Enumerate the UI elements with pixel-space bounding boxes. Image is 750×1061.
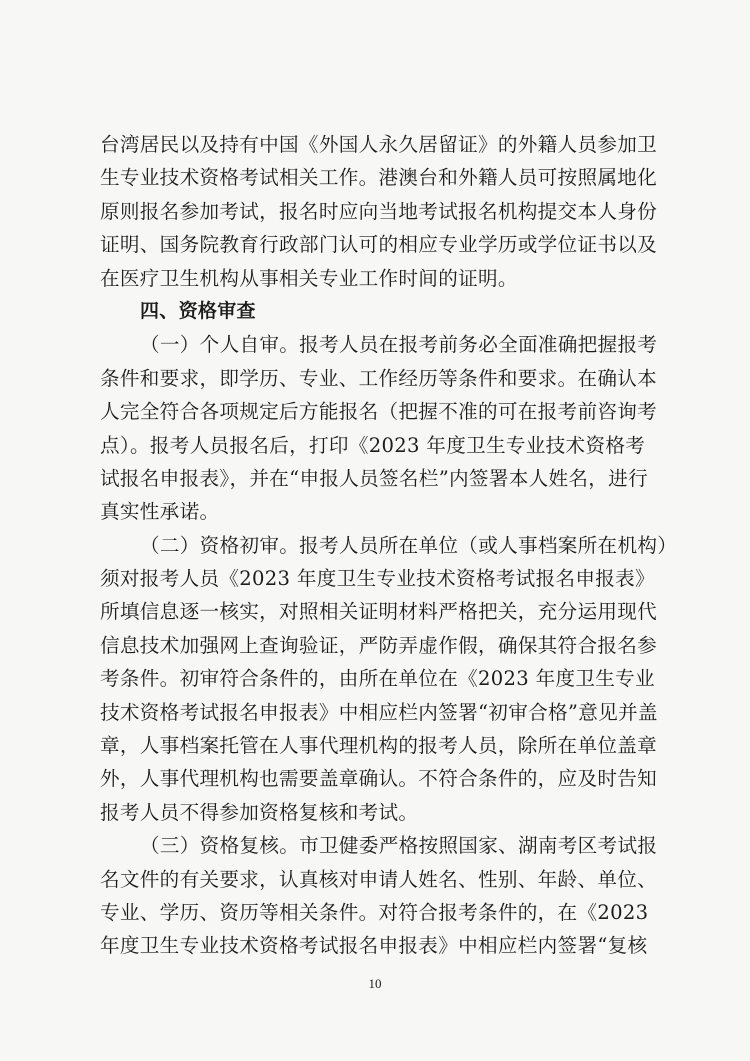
page-number: 10 [368,976,382,991]
text-line: 信息技术加强网上查询验证，严防弄虚作假，确保其符合报名参 [100,633,658,657]
text-line: 条件和要求，即学历、专业、工作经历等条件和要求。在确认本 [100,366,658,390]
text-line: 生专业技术资格考试相关工作。港澳台和外籍人员可按照属地化 [100,166,658,190]
text-line: 外，人事代理机构也需要盖章确认。不符合条件的，应及时告知 [100,767,658,791]
text-line: 证明、国务院教育行政部门认可的相应专业学历或学位证书以及 [100,233,658,257]
text-line: （三）资格复核。市卫健委严格按照国家、湖南考区考试报 [140,834,658,858]
text-line: 原则报名参加考试，报名时应向当地考试报名机构提交本人身份 [100,199,658,223]
text-line: 专业、学历、资历等相关条件。对符合报考条件的，在《2023 [100,900,649,924]
text-line: 所填信息逐一核实，对照相关证明材料严格把关，充分运用现代 [100,600,658,624]
text-line: 章，人事档案托管在人事代理机构的报考人员，除所在单位盖章 [100,734,658,758]
text-line: 人完全符合各项规定后方能报名（把握不准的可在报考前咨询考 [100,400,658,424]
text-line: （二）资格初审。报考人员所在单位（或人事档案所在机构） [140,533,678,557]
text-line: 在医疗卫生机构从事相关专业工作时间的证明。 [100,266,518,290]
text-line: 名文件的有关要求，认真核对申请人姓名、性别、年龄、单位、 [100,867,658,891]
text-line: 报考人员不得参加资格复核和考试。 [100,800,419,824]
text-line: 年度卫生专业技术资格考试报名申报表》中相应栏内签署“复核 [100,934,648,958]
text-line: 真实性承诺。 [100,500,220,524]
text-line: （一）个人自审。报考人员在报考前务必全面准确把握报考 [140,333,658,357]
document-body [100,128,678,963]
text-line: 考条件。初审符合条件的，由所在单位在《2023 年度卫生专业 [100,667,655,691]
text-line: 点）。报考人员报名后，打印《2023 年度卫生专业技术资格考 [100,433,646,457]
section-heading: 四、资格审查 [140,299,256,322]
text-line: 台湾居民以及持有中国《外国人永久居留证》的外籍人员参加卫 [100,133,658,156]
text-line: 须对报考人员《2023 年度卫生专业技术资格考试报名申报表》 [100,567,655,591]
text-line: 技术资格考试报名申报表》中相应栏内签署“初审合格”意见并盖 [100,700,658,724]
text-line: 试报名申报表》，并在“申报人员签名栏”内签署本人姓名，进行 [100,466,648,490]
